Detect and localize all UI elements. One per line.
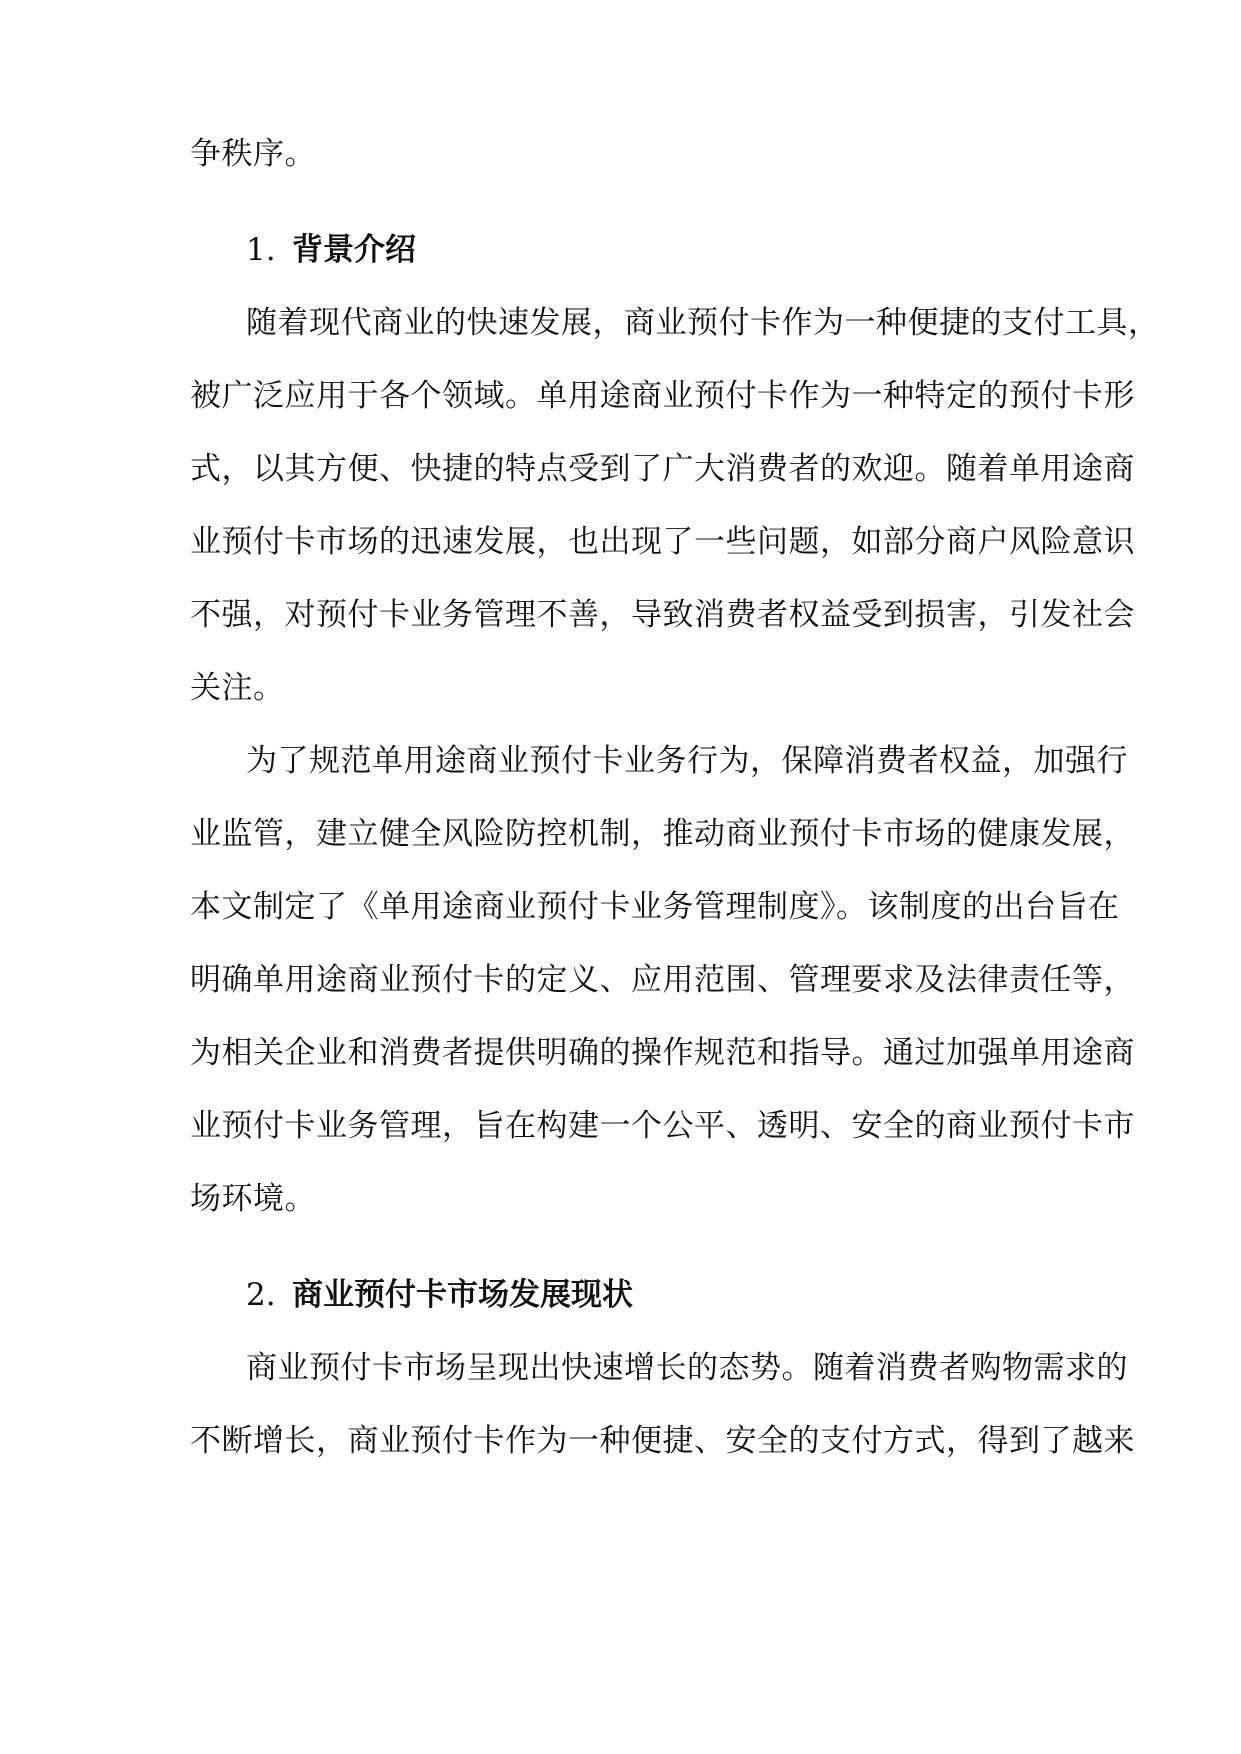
paragraph-line: 不断增长，商业预付卡作为一种便捷、安全的支付方式，得到了越来 — [190, 1423, 1135, 1459]
paragraph-line: 式，以其方便、快捷的特点受到了广大消费者的欢迎。随着单用途商 — [190, 451, 1135, 487]
paragraph-line: 场环境。 — [190, 1181, 316, 1217]
section-1-title: 背景介绍 — [292, 232, 416, 268]
paragraph-line: 业监管，建立健全风险防控机制，推动商业预付卡市场的健康发展， — [190, 816, 1135, 852]
paragraph-line: 被广泛应用于各个领域。单用途商业预付卡作为一种特定的预付卡形 — [190, 378, 1135, 414]
section-2-title: 商业预付卡市场发展现状 — [292, 1277, 633, 1313]
paragraph-line: 为相关企业和消费者提供明确的操作规范和指导。通过加强单用途商 — [190, 1035, 1135, 1071]
paragraph-line: 业预付卡市场的迅速发展，也出现了一些问题，如部分商户风险意识 — [190, 524, 1135, 560]
paragraph-line: 业预付卡业务管理，旨在构建一个公平、透明、安全的商业预付卡市 — [190, 1108, 1135, 1144]
paragraph-line: 不强，对预付卡业务管理不善，导致消费者权益受到损害，引发社会 — [190, 597, 1135, 633]
paragraph-line: 本文制定了《单用途商业预付卡业务管理制度》。该制度的出台旨在 — [190, 889, 1120, 925]
section-2-number: 2. — [246, 1277, 276, 1313]
section-1-heading — [246, 230, 416, 270]
intro-tail-line: 争秩序。 — [190, 136, 316, 172]
paragraph-line: 商业预付卡市场呈现出快速增长的态势。随着消费者购物需求的 — [246, 1350, 1128, 1386]
paragraph-line: 关注。 — [190, 670, 285, 706]
section-2-heading — [246, 1275, 633, 1315]
section-1-number: 1. — [246, 232, 276, 268]
paragraph-line: 明确单用途商业预付卡的定义、应用范围、管理要求及法律责任等， — [190, 962, 1135, 998]
paragraph-line: 为了规范单用途商业预付卡业务行为，保障消费者权益，加强行 — [246, 743, 1128, 779]
paragraph-line: 随着现代商业的快速发展，商业预付卡作为一种便捷的支付工具， — [246, 305, 1160, 341]
